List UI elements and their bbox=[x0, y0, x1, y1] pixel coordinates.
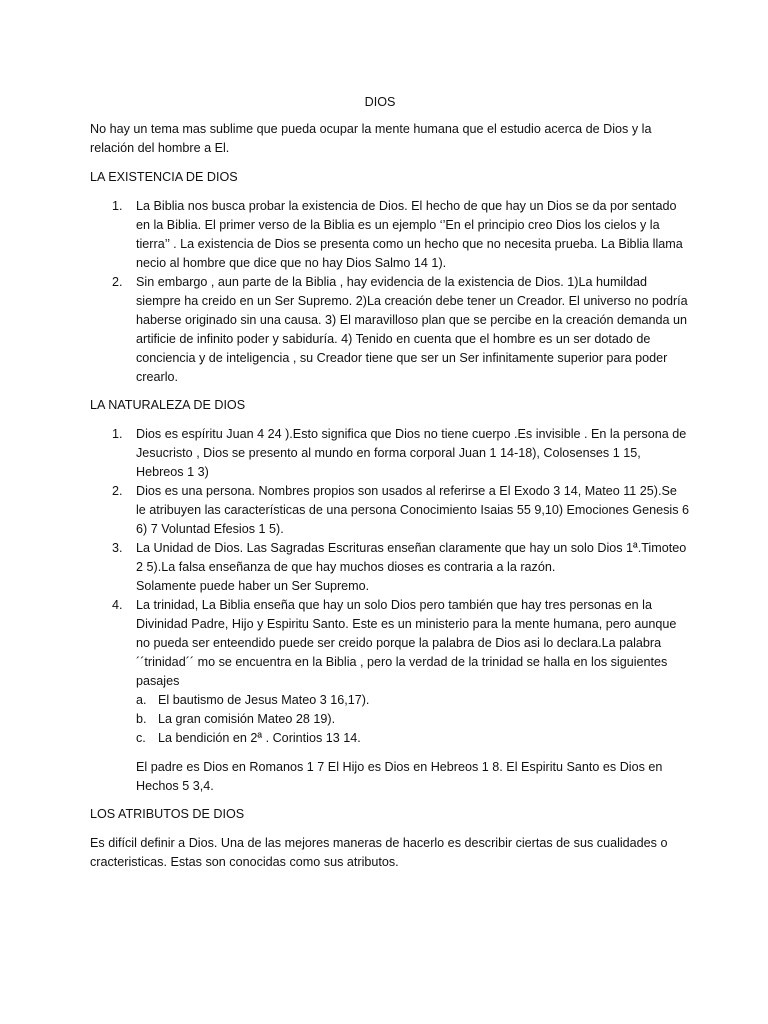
list-item-text: La trinidad, La Biblia enseña que hay un solo Dios pero también que hay tres personas en la Divinidad Padre, Hijo y Espiritu Santo. Este es un ministerio para la mente humana, pero aunque no pueda ser enteendido puede ser creido porque la palabra de Dios asi lo declara.La palabra ´´trinidad´´ mo se encuentra en la Biblia , pero la verdad de la trinidad se halla en los siguientes pasajes bbox=[136, 598, 677, 688]
list-item bbox=[90, 197, 690, 273]
sublist-item bbox=[136, 710, 690, 729]
list-item bbox=[90, 596, 690, 796]
sublist-item bbox=[136, 729, 690, 748]
sublist-item-text: La gran comisión Mateo 28 19). bbox=[158, 712, 336, 726]
naturaleza-list bbox=[90, 425, 690, 796]
trinidad-sublist bbox=[136, 691, 690, 748]
list-item-extra-line: Solamente puede haber un Ser Supremo. bbox=[136, 579, 370, 593]
list-marker: 3. bbox=[112, 541, 123, 555]
existencia-list bbox=[90, 197, 690, 387]
section-heading-existencia: LA EXISTENCIA DE DIOS bbox=[90, 170, 238, 184]
sublist-marker: a. bbox=[136, 693, 147, 707]
sublist-item-text: La bendición en 2ª . Corintios 13 14. bbox=[158, 731, 361, 745]
list-item-text: Dios es espíritu Juan 4 24 ).Esto significa que Dios no tiene cuerpo .Es invisible . En la persona de Jesucristo , Dios se presento al mundo en forma corporal Juan 1 14-18), Colosenses 1 15, Hebreos 1 3) bbox=[136, 427, 687, 479]
trinidad-note: El padre es Dios en Romanos 1 7 El Hijo es Dios en Hebreos 1 8. El Espiritu Santo es Dios en Hechos 5 3,4. bbox=[136, 760, 663, 793]
atributos-paragraph: Es difícil definir a Dios. Una de las mejores maneras de hacerlo es describir ciertas de sus cualidades o cracteristicas. Estas son conocidas como sus atributos. bbox=[90, 836, 668, 869]
sublist-marker: c. bbox=[136, 731, 146, 745]
list-item bbox=[90, 482, 690, 539]
list-item-text: La Unidad de Dios. Las Sagradas Escrituras enseñan claramente que hay un solo Dios 1ª.Timoteo 2 5).La falsa enseñanza de que hay muchos dioses es contraria a la razón. bbox=[136, 541, 687, 574]
list-item bbox=[90, 539, 690, 596]
list-marker: 1. bbox=[112, 199, 123, 213]
list-item-text: Sin embargo , aun parte de la Biblia , hay evidencia de la existencia de Dios. 1)La humildad siempre ha creido en un Ser Supremo. 2)La creación debe tener un Creador. El universo no podría haberse originado sin una causa. 3) El maravilloso plan que se percibe en la creación demanda un artificie de infinito poder y sabiduría. 4) Tenido en cuenta que el hombre es un ser dotado de conciencia y de inteligencia , su Creador tiene que ser un Ser infinitamente superior para poder crearlo. bbox=[136, 275, 688, 384]
sublist-marker: b. bbox=[136, 712, 147, 726]
list-item bbox=[90, 273, 690, 387]
list-marker: 2. bbox=[112, 484, 123, 498]
document-page bbox=[90, 93, 690, 872]
list-item-text: Dios es una persona. Nombres propios son usados al referirse a El Exodo 3 14, Mateo 11 25).Se le atribuyen las características de una persona Conocimiento Isaias 55 9,10) Emociones Genesis 6 6) 7 Voluntad Efesios 1 5). bbox=[136, 484, 690, 536]
sublist-item-text: El bautismo de Jesus Mateo 3 16,17). bbox=[158, 693, 370, 707]
list-item-text: La Biblia nos busca probar la existencia de Dios. El hecho de que hay un Dios se da por sentado en la Biblia. El primer verso de la Biblia es un ejemplo ‘’En el principio creo Dios los cielos y la tierra’’ . La existencia de Dios se presenta como un hecho que no necesita prueba. La Biblia llama necio al hombre que dice que no hay Dios Salmo 14 1). bbox=[136, 199, 683, 270]
intro-paragraph: No hay un tema mas sublime que pueda ocupar la mente humana que el estudio acerca de Dios y la relación del hombre a El. bbox=[90, 122, 652, 155]
list-item bbox=[90, 425, 690, 482]
list-marker: 2. bbox=[112, 275, 123, 289]
sublist-item bbox=[136, 691, 690, 710]
list-marker: 1. bbox=[112, 427, 123, 441]
section-heading-naturaleza: LA NATURALEZA DE DIOS bbox=[90, 398, 246, 412]
list-marker: 4. bbox=[112, 598, 123, 612]
document-title: DIOS bbox=[364, 95, 396, 109]
section-heading-atributos: LOS ATRIBUTOS DE DIOS bbox=[90, 807, 245, 821]
